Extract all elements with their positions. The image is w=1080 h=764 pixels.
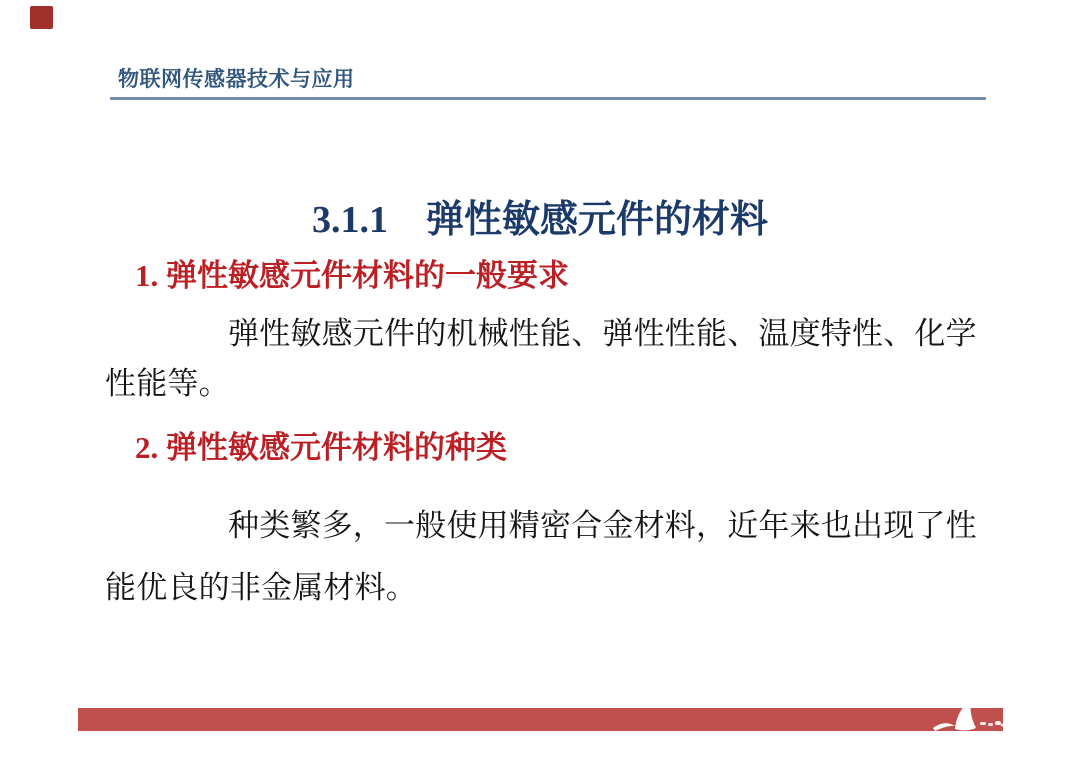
course-header-title: 物联网传感器技术与应用: [118, 68, 355, 91]
corner-accent-square: [30, 6, 53, 29]
header-divider-rule: [110, 97, 986, 100]
footer-accent-bar: [78, 708, 1003, 731]
swan-logo-icon: [925, 692, 1005, 732]
section-1-body-line-2: 性能等。: [105, 366, 230, 401]
section-2-body-line-1: 种类繁多，一般使用精密合金材料，近年来也出现了性: [228, 508, 977, 543]
section-2-heading: 2. 弹性敏感元件材料的种类: [135, 430, 507, 465]
section-1-body-line-1: 弹性敏感元件的机械性能、弹性性能、温度特性、化学: [228, 316, 977, 351]
section-2-body-line-2: 能优良的非金属材料。: [105, 570, 417, 605]
section-1-heading: 1. 弹性敏感元件材料的一般要求: [135, 258, 569, 293]
slide-title: 3.1.1 弹性敏感元件的材料: [311, 199, 768, 241]
